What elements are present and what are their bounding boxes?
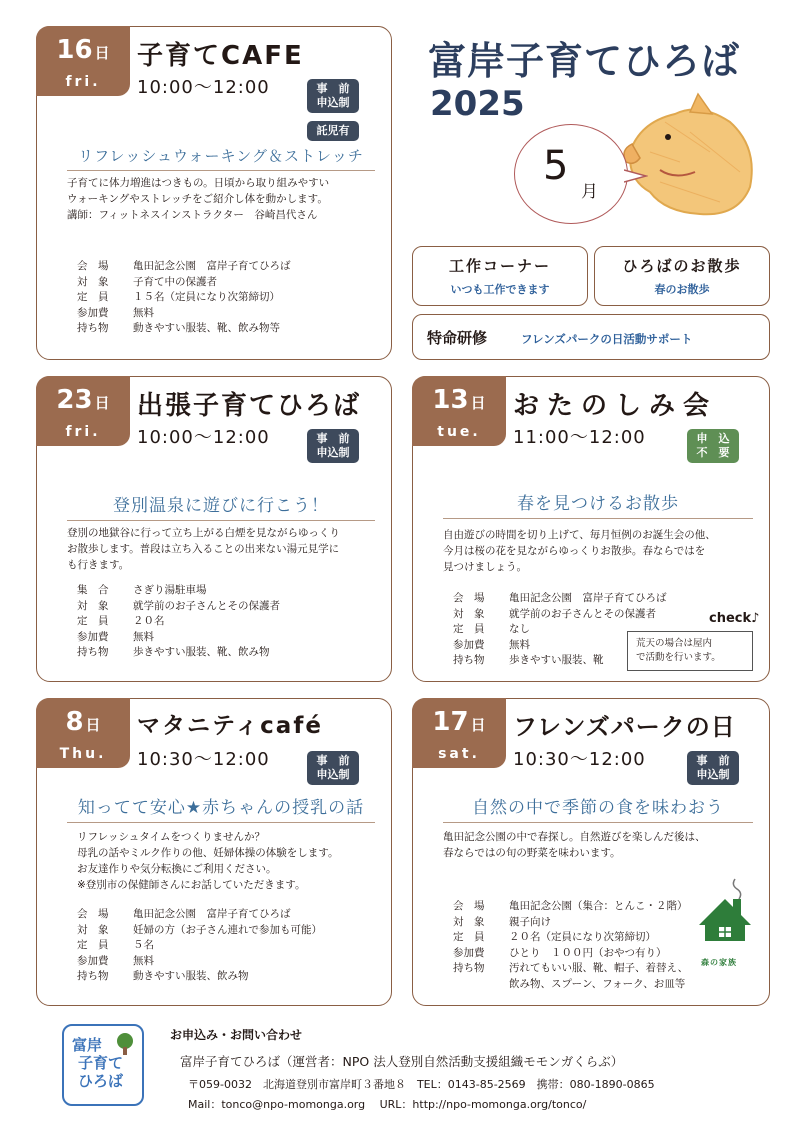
organization-name: 富岸子育てひろば（運営者：NPO 法人登別自然活動支援組織モモンガくらぶ） xyxy=(180,1054,624,1069)
walk-title: ひろばのお散歩 xyxy=(622,257,742,275)
info-row xyxy=(77,969,322,985)
info-key: 集 合 xyxy=(77,584,109,596)
info-key: 持ち物 xyxy=(77,970,109,982)
event-time: 10:00〜12:00 xyxy=(137,427,270,448)
event-title: マタニティcafé xyxy=(137,713,323,739)
month-number: 5 xyxy=(543,143,569,189)
event-title: フレンズパークの日 xyxy=(513,713,736,741)
info-value: １５名（定員になり次第締切） xyxy=(133,291,280,303)
desc-line: 講師：フィットネスインストラクター 谷崎昌代さん xyxy=(67,209,318,221)
info-row xyxy=(77,583,280,599)
desc-line: 母乳の話やミルク作りの他、妊婦体操の体験をします。 xyxy=(77,847,339,859)
page-title: 富岸子育てひろば xyxy=(428,39,741,83)
info-value: ２０名 xyxy=(133,615,165,627)
event-day: 13 xyxy=(432,385,469,415)
info-value: 亀田記念公園（集合：とんこ・２階） xyxy=(509,900,688,912)
event-time: 10:30〜12:00 xyxy=(137,749,270,770)
event-description xyxy=(67,525,375,573)
event-info xyxy=(77,907,322,985)
info-value: 歩きやすい服装、靴 xyxy=(509,654,604,666)
desc-line: 子育てに体力増進はつきもの。日頃から取り組みやすい xyxy=(67,177,330,189)
date-tab xyxy=(412,698,506,768)
month-bubble xyxy=(514,124,628,224)
weather-note xyxy=(627,631,753,671)
info-key: 対 象 xyxy=(453,607,485,620)
event-subtitle: 登別温泉に遊びに行こう！ xyxy=(67,491,375,521)
tree-icon xyxy=(114,1032,136,1056)
info-row xyxy=(77,907,322,923)
event-card-cafe xyxy=(36,26,392,360)
info-key: 参加費 xyxy=(77,306,109,319)
info-row xyxy=(77,614,280,630)
event-day-unit: 日 xyxy=(470,716,486,734)
info-key: 定 員 xyxy=(77,939,109,951)
childcare-badge: 託児有 xyxy=(307,121,359,141)
info-value: なし xyxy=(509,623,530,635)
info-key: 持ち物 xyxy=(77,646,109,658)
info-key xyxy=(453,977,509,993)
info-value: ５名 xyxy=(133,939,154,951)
bubble-tail xyxy=(624,168,648,184)
walk-sub: 春のお散歩 xyxy=(654,283,710,296)
hiroba-logo xyxy=(62,1024,144,1106)
info-value: 無料 xyxy=(509,638,530,651)
event-description xyxy=(443,829,753,861)
month-unit: 月 xyxy=(581,182,598,202)
event-time: 10:00〜12:00 xyxy=(137,77,270,98)
pig-illustration xyxy=(620,92,760,222)
craft-corner-title: 工作コーナー xyxy=(448,257,551,275)
reservation-badge: 事 前 申込制 xyxy=(307,751,359,785)
info-key: 定 員 xyxy=(77,615,109,627)
event-title: 子育てCAFE xyxy=(137,41,304,71)
info-key: 参加費 xyxy=(77,954,109,967)
event-info xyxy=(77,583,280,661)
event-weekday: tue. xyxy=(437,424,481,440)
desc-line: ※登別市の保健師さんにお話していただきます。 xyxy=(77,879,306,891)
info-value: 亀田記念公園 富岸子育てひろば xyxy=(133,908,291,920)
info-key: 会 場 xyxy=(453,592,485,604)
logo-line: 子育て xyxy=(78,1054,124,1072)
note-line: で活動を行います。 xyxy=(636,652,721,663)
contact-heading: お申込み・お問い合わせ xyxy=(170,1028,303,1042)
info-row xyxy=(77,599,280,615)
reservation-badge: 事 前 申込制 xyxy=(307,79,359,113)
info-row xyxy=(453,961,688,977)
info-key: 対 象 xyxy=(77,275,109,288)
info-key: 持ち物 xyxy=(453,962,485,974)
info-key: 参加費 xyxy=(77,630,109,643)
info-key: 会 場 xyxy=(77,908,109,920)
walk-box xyxy=(594,246,770,306)
info-row xyxy=(77,275,291,291)
info-value: 動きやすい服装、靴、飲み物等 xyxy=(133,322,280,334)
info-value: ひとり １００円（おやつ有り） xyxy=(509,946,667,959)
info-value: 就学前のお子さんとその保護者 xyxy=(509,607,656,620)
special-training-sub: フレンズパークの日活動サポート xyxy=(521,332,693,346)
desc-line: お散歩します。普段は立ち入ることの出来ない湯元見学に xyxy=(67,543,340,555)
info-row xyxy=(77,290,291,306)
info-row xyxy=(453,591,667,607)
note-line: 荒天の場合は屋内 xyxy=(636,638,713,649)
address-line: 〒059-0032 北海道登別市富岸町３番地８ TEL：0143-85-2569 携帯：080-1890-0865 xyxy=(188,1078,655,1091)
date-tab xyxy=(36,698,130,768)
info-key: 参加費 xyxy=(453,946,485,959)
event-title: 出張子育てひろば xyxy=(137,391,362,421)
special-training-title: 特命研修 xyxy=(427,329,488,347)
info-row xyxy=(77,306,291,322)
check-label: check♪ xyxy=(709,611,760,626)
event-weekday: fri. xyxy=(65,424,101,440)
event-info xyxy=(453,899,688,992)
event-subtitle: リフレッシュウォーキング＆ストレッチ xyxy=(67,145,375,171)
event-card-maternity xyxy=(36,698,392,1006)
contact-line: Mail：tonco@npo-momonga.org URL：http://npo-momonga.org/tonco/ xyxy=(188,1098,587,1111)
info-row xyxy=(77,259,291,275)
info-key: 定 員 xyxy=(453,931,485,943)
desc-line: も行きます。 xyxy=(67,559,130,571)
info-value: 亀田記念公園 富岸子育てひろば xyxy=(509,592,667,604)
desc-line: リフレッシュタイムをつくりませんか？ xyxy=(77,831,266,843)
info-value: さぎり湯駐車場 xyxy=(133,584,207,596)
reservation-badge: 事 前 申込制 xyxy=(307,429,359,463)
event-weekday: fri. xyxy=(65,74,101,90)
info-key: 対 象 xyxy=(77,599,109,612)
special-training-box xyxy=(412,314,770,360)
page-year: 2025 xyxy=(430,84,525,124)
event-info xyxy=(77,259,291,337)
desc-line: 見つけましょう。 xyxy=(443,561,527,573)
info-value: 動きやすい服装、飲み物 xyxy=(133,970,249,982)
info-value: 飲み物、スプーン、フォーク、お皿等 xyxy=(509,977,686,990)
info-row xyxy=(77,923,322,939)
info-row xyxy=(77,321,291,337)
date-tab xyxy=(36,376,130,446)
craft-corner-sub: いつも工作できます xyxy=(450,283,550,296)
event-day: 23 xyxy=(56,385,93,415)
info-row xyxy=(77,645,280,661)
info-value: 亀田記念公園 富岸子育てひろば xyxy=(133,260,291,272)
info-value: ２０名（定員になり次第締切） xyxy=(509,931,656,943)
event-weekday: sat. xyxy=(438,746,480,762)
event-description xyxy=(67,175,375,223)
event-subtitle: 春を見つけるお散歩 xyxy=(443,489,753,519)
info-value: 無料 xyxy=(133,954,154,967)
info-value: 歩きやすい服装、靴、飲み物 xyxy=(133,646,270,658)
event-description xyxy=(443,527,753,575)
event-time: 11:00〜12:00 xyxy=(513,427,646,448)
desc-line: お友達作りや気分転換にご利用ください。 xyxy=(77,863,277,875)
info-row xyxy=(453,899,688,915)
info-row xyxy=(77,954,322,970)
info-key: 対 象 xyxy=(77,923,109,936)
event-day-unit: 日 xyxy=(470,394,486,412)
desc-line: ウォーキングやストレッチをご紹介し体を動かします。 xyxy=(67,193,328,205)
no-reservation-badge: 申 込 不 要 xyxy=(687,429,739,463)
date-tab xyxy=(412,376,506,446)
info-key: 対 象 xyxy=(453,915,485,928)
event-weekday: Thu. xyxy=(59,746,107,762)
event-day: 17 xyxy=(432,707,469,737)
info-value: 親子向け xyxy=(509,915,551,928)
event-day: 8 xyxy=(65,707,84,737)
info-row xyxy=(77,938,322,954)
info-value: 無料 xyxy=(133,630,154,643)
event-card-fun-party xyxy=(412,376,770,682)
event-card-outreach xyxy=(36,376,392,682)
info-value: 就学前のお子さんとその保護者 xyxy=(133,599,280,612)
info-row xyxy=(453,977,688,993)
date-tab xyxy=(36,26,130,96)
desc-line: 春ならではの旬の野菜を味わいます。 xyxy=(443,847,621,859)
info-value: 子育て中の保護者 xyxy=(133,275,217,288)
info-key: 定 員 xyxy=(453,623,485,635)
info-row xyxy=(453,915,688,931)
logo-line: 富岸 xyxy=(72,1036,103,1054)
logo-line: ひろば xyxy=(78,1072,124,1090)
desc-line: 登別の地獄谷に行って立ち上がる白煙を見ながらゆっくり xyxy=(67,527,340,539)
info-key: 会 場 xyxy=(77,260,109,272)
info-key: 持ち物 xyxy=(77,322,109,334)
info-key: 持ち物 xyxy=(453,654,485,666)
event-day: 16 xyxy=(56,35,93,65)
event-description xyxy=(77,829,375,893)
craft-corner-box xyxy=(412,246,588,306)
info-key: 定 員 xyxy=(77,291,109,303)
event-day-unit: 日 xyxy=(85,716,101,734)
reservation-badge: 事 前 申込制 xyxy=(687,751,739,785)
event-day-unit: 日 xyxy=(94,394,110,412)
info-value: 汚れてもいい服、靴、帽子、着替え、 xyxy=(509,962,689,974)
info-row xyxy=(453,946,688,962)
desc-line: 今月は桜の花を見ながらゆっくりお散歩。春ならではを xyxy=(443,545,706,557)
house-icon xyxy=(695,877,755,955)
event-time: 10:30〜12:00 xyxy=(513,749,646,770)
event-title: おたのしみ会 xyxy=(513,391,718,421)
info-row xyxy=(453,930,688,946)
event-card-friends-park xyxy=(412,698,770,1006)
desc-line: 亀田記念公園の中で春探し。自然遊びを楽しんだ後は、 xyxy=(443,831,706,843)
info-value: 妊婦の方（お子さん連れで参加も可能） xyxy=(133,923,322,936)
event-subtitle: 知ってて安心★赤ちゃんの授乳の話 xyxy=(67,793,375,823)
event-day-unit: 日 xyxy=(94,44,110,62)
desc-line: 自由遊びの時間を切り上げて、毎月恒例のお誕生会の他、 xyxy=(443,529,716,541)
event-subtitle: 自然の中で季節の食を味わおう xyxy=(443,793,753,823)
info-row xyxy=(453,607,667,623)
info-value: 無料 xyxy=(133,306,154,319)
info-row xyxy=(77,630,280,646)
info-key: 参加費 xyxy=(453,638,485,651)
house-label: 森の家族 xyxy=(701,958,737,967)
info-key: 会 場 xyxy=(453,900,485,912)
